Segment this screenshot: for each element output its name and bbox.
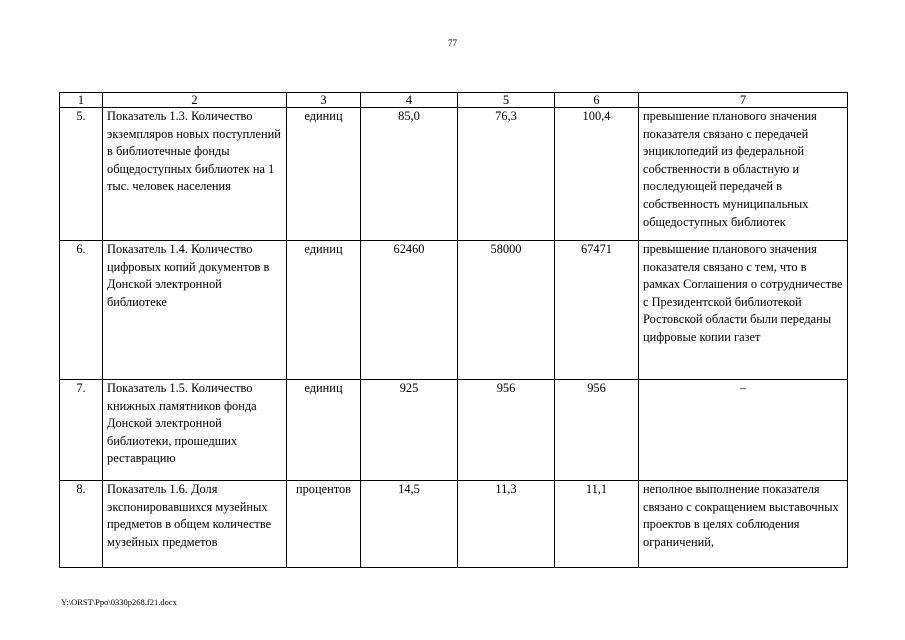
table-header-row bbox=[60, 93, 848, 108]
indicator-name: Показатель 1.5. Количество книжных памятников фонда Донской электронной библиотеки, прошедших реставрацию bbox=[103, 380, 287, 481]
table-row bbox=[60, 108, 848, 241]
value-col-4: 62460 bbox=[361, 241, 458, 380]
value-col-6: 956 bbox=[555, 380, 639, 481]
value-col-4: 85,0 bbox=[361, 108, 458, 241]
comment: неполное выполнение показателя связано с сокращением выставочных проектов в целях соблюдения ограничений, bbox=[639, 481, 848, 568]
page-number: 77 bbox=[448, 38, 457, 48]
unit: единиц bbox=[287, 241, 361, 380]
indicator-name: Показатель 1.3. Количество экземпляров новых поступлений в библиотечные фонды общедоступных библиотек на 1 тыс. человек населения bbox=[103, 108, 287, 241]
row-number: 8. bbox=[60, 481, 103, 568]
row-number: 5. bbox=[60, 108, 103, 241]
value-col-4: 925 bbox=[361, 380, 458, 481]
comment: превышение планового значения показателя связано с передачей энциклопедий из федеральной собственности в областную и последующей передачей в собственность муниципальных общедоступных библиотек bbox=[639, 108, 848, 241]
comment: – bbox=[639, 380, 848, 481]
column-header-2: 2 bbox=[103, 93, 287, 108]
unit: единиц bbox=[287, 380, 361, 481]
column-header-3: 3 bbox=[287, 93, 361, 108]
value-col-5: 956 bbox=[458, 380, 555, 481]
value-col-5: 11,3 bbox=[458, 481, 555, 568]
column-header-1: 1 bbox=[60, 93, 103, 108]
unit: единиц bbox=[287, 108, 361, 241]
footer-file-path: Y:\ORST\Ppo\0330p268.f21.docx bbox=[61, 597, 177, 607]
value-col-6: 11,1 bbox=[555, 481, 639, 568]
value-col-5: 58000 bbox=[458, 241, 555, 380]
row-number: 6. bbox=[60, 241, 103, 380]
value-col-4: 14,5 bbox=[361, 481, 458, 568]
value-col-5: 76,3 bbox=[458, 108, 555, 241]
row-number: 7. bbox=[60, 380, 103, 481]
indicator-name: Показатель 1.6. Доля экспонировавшихся музейных предметов в общем количестве музейных предметов bbox=[103, 481, 287, 568]
column-header-5: 5 bbox=[458, 93, 555, 108]
value-col-6: 100,4 bbox=[555, 108, 639, 241]
column-header-7: 7 bbox=[639, 93, 848, 108]
column-header-6: 6 bbox=[555, 93, 639, 108]
table-row bbox=[60, 241, 848, 380]
table-row bbox=[60, 481, 848, 568]
column-header-4: 4 bbox=[361, 93, 458, 108]
value-col-6: 67471 bbox=[555, 241, 639, 380]
unit: процентов bbox=[287, 481, 361, 568]
indicator-name: Показатель 1.4. Количество цифровых копий документов в Донской электронной библиотеке bbox=[103, 241, 287, 380]
comment: превышение планового значения показателя связано с тем, что в рамках Соглашения о сотрудничестве с Президентской библиотекой Ростовской области были переданы цифровые копии газет bbox=[639, 241, 848, 380]
table-row bbox=[60, 380, 848, 481]
indicators-table bbox=[59, 92, 848, 568]
